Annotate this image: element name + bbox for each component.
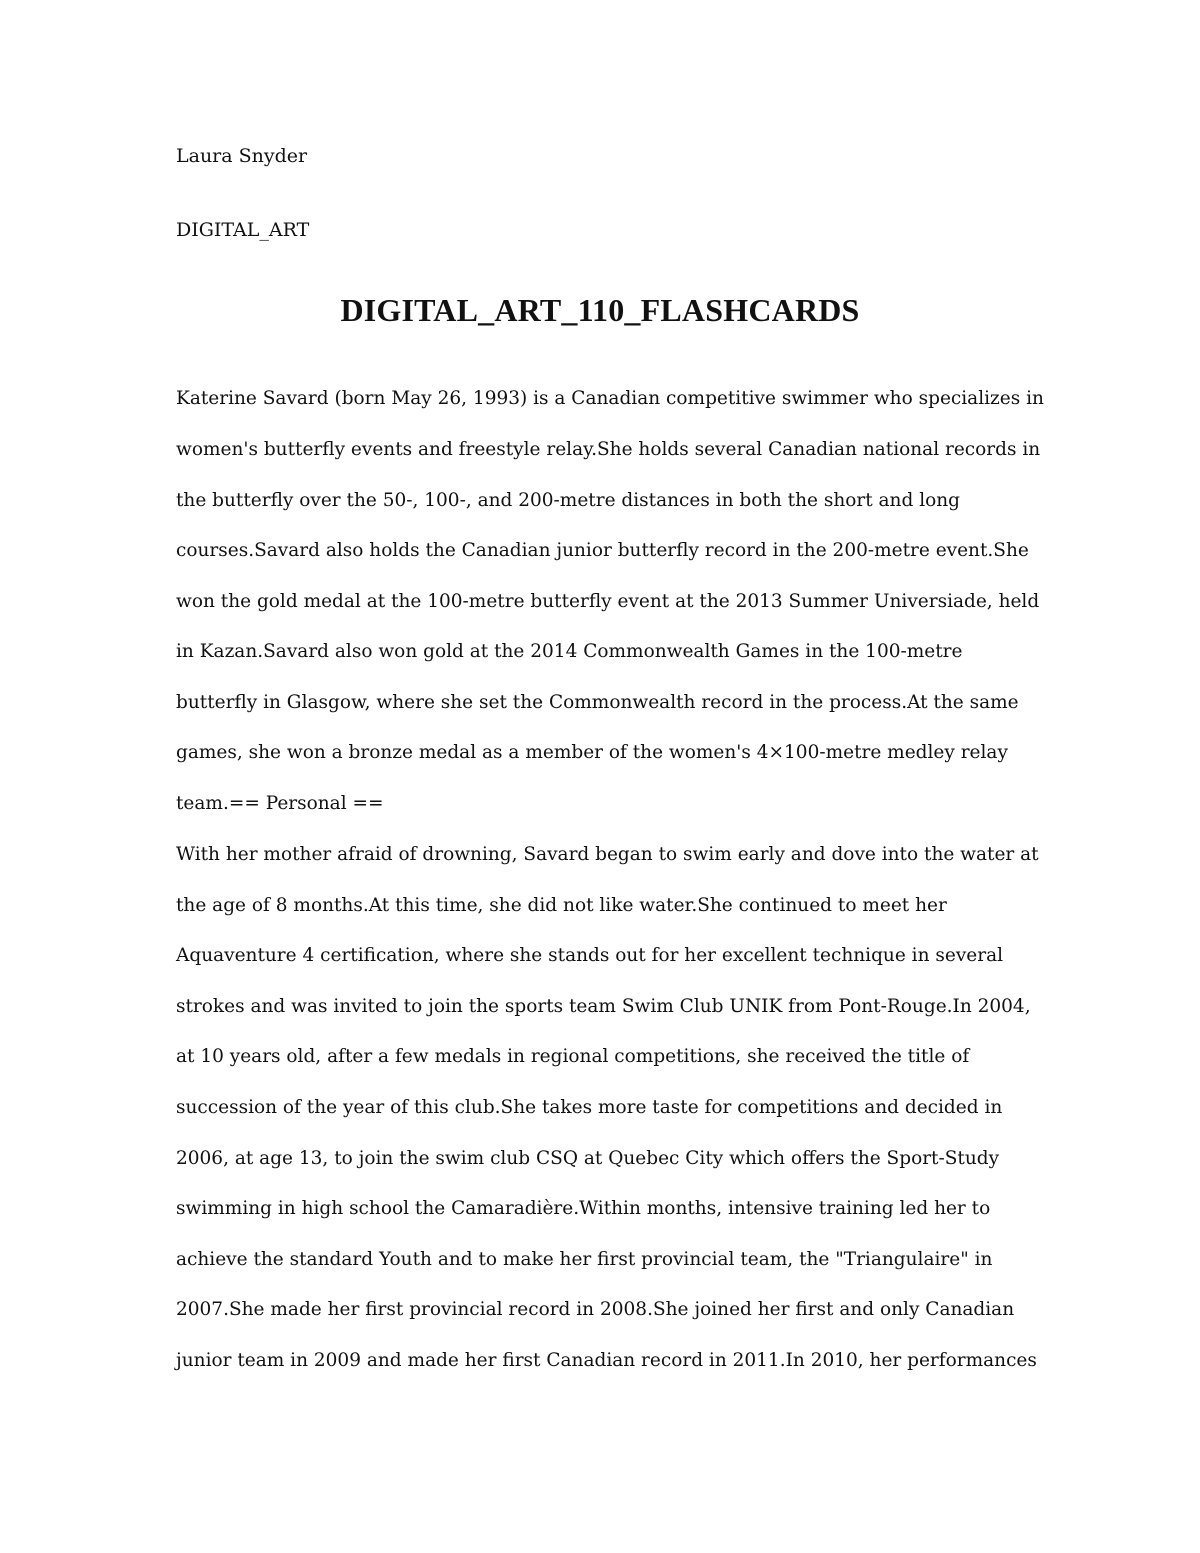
body-line: butterfly in Glasgow, where she set the Commonwealth record in the process.At the same bbox=[176, 692, 1019, 713]
course-name: DIGITAL_ART bbox=[176, 219, 310, 241]
body-line: the butterfly over the 50-, 100-, and 200-metre distances in both the short and long bbox=[176, 490, 961, 511]
body-line: in Kazan.Savard also won gold at the 2014 Commonwealth Games in the 100-metre bbox=[176, 641, 963, 662]
body-line: courses.Savard also holds the Canadian junior butterfly record in the 200-metre event.She bbox=[176, 540, 1029, 561]
body-line: 2007.She made her first provincial record in 2008.She joined her first and only Canadian bbox=[176, 1299, 1015, 1320]
body-line: Aquaventure 4 certification, where she stands out for her excellent technique in several bbox=[176, 945, 1004, 966]
document-title: DIGITAL_ART_110_FLASHCARDS bbox=[340, 292, 860, 328]
body-line: won the gold medal at the 100-metre butterfly event at the 2013 Summer Universiade, held bbox=[176, 591, 1040, 612]
body-line: strokes and was invited to join the sports team Swim Club UNIK from Pont-Rouge.In 2004, bbox=[176, 996, 1031, 1017]
body-line: at 10 years old, after a few medals in regional competitions, she received the title of bbox=[176, 1046, 970, 1067]
body-line: 2006, at age 13, to join the swim club CSQ at Quebec City which offers the Sport-Study bbox=[176, 1148, 1000, 1169]
body-line: swimming in high school the Camaradière.Within months, intensive training led her to bbox=[176, 1198, 991, 1219]
body-line: the age of 8 months.At this time, she did not like water.She continued to meet her bbox=[176, 895, 947, 916]
body-line: women's butterfly events and freestyle relay.She holds several Canadian national records in bbox=[176, 439, 1041, 460]
body-line: succession of the year of this club.She takes more taste for competitions and decided in bbox=[176, 1097, 1003, 1118]
body-line: With her mother afraid of drowning, Savard began to swim early and dove into the water at bbox=[176, 844, 1039, 865]
body-line: Katerine Savard (born May 26, 1993) is a Canadian competitive swimmer who specializes in bbox=[176, 388, 1044, 409]
body-line: junior team in 2009 and made her first Canadian record in 2011.In 2010, her performances bbox=[176, 1350, 1037, 1371]
body-line: team.== Personal == bbox=[176, 793, 384, 814]
author-name: Laura Snyder bbox=[176, 145, 308, 167]
body-line: achieve the standard Youth and to make her first provincial team, the "Triangulaire" in bbox=[176, 1249, 993, 1270]
body-line: games, she won a bronze medal as a member of the women's 4×100-metre medley relay bbox=[176, 742, 1008, 763]
